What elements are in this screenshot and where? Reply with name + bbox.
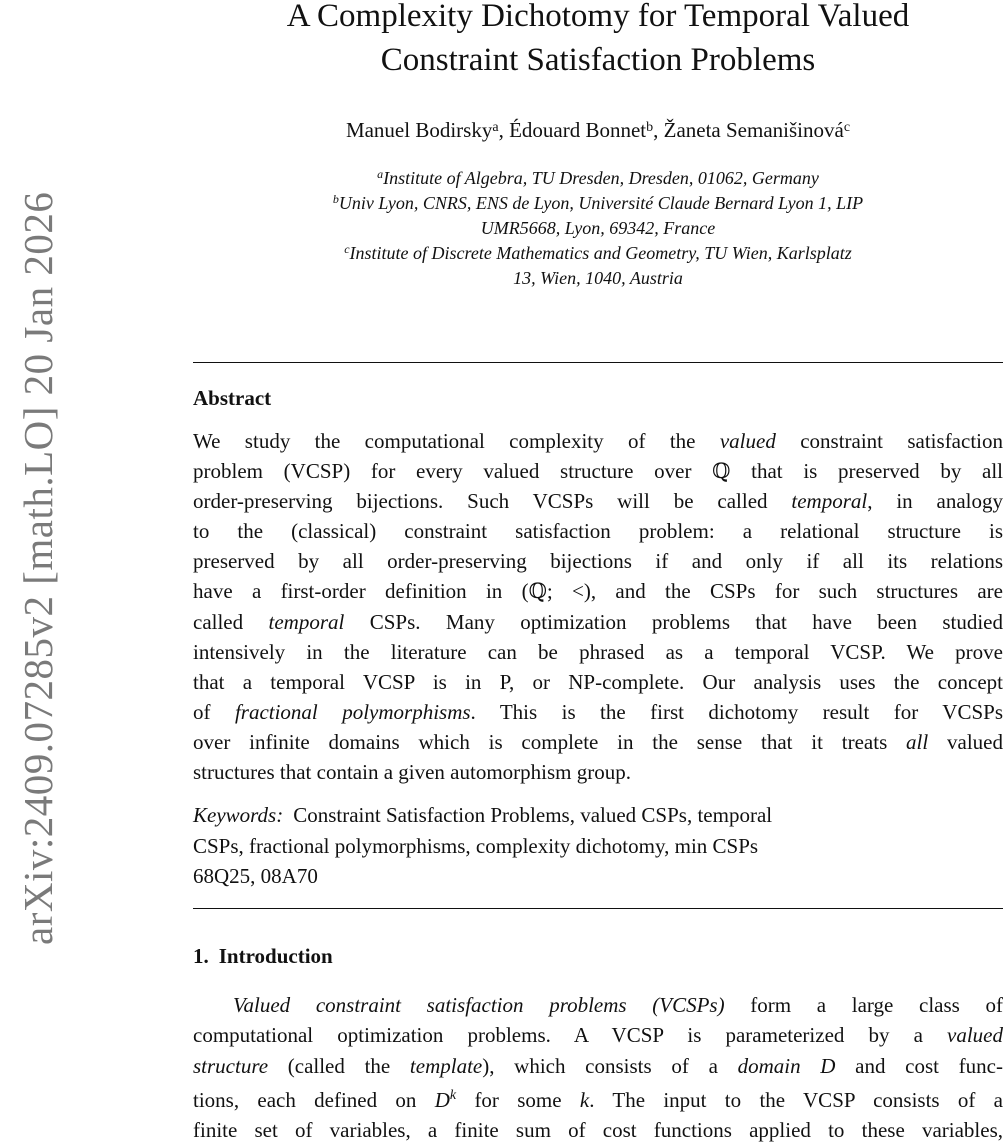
intro-line: Valued constraint satisfaction problems (VCSPs) form a large class of [233,993,1004,1017]
paper-title [193,0,1003,82]
keywords-line: Keywords: Constraint Satisfaction Problems, valued CSPs, temporal [193,803,773,827]
affiliation-c-cont: 13, Wien, 1040, Austria [513,268,683,288]
intro-line: structure (called the template), which consists of a domain D and cost func- [193,1053,1003,1078]
msc-codes: 68Q25, 08A70 [193,864,318,888]
arxiv-identifier: arXiv:2409.07285v2 [math.LO] 20 Jan 2026 [15,191,61,945]
author-bonnet: Édouard Bonnet [509,118,647,142]
abstract-line: that a temporal VCSP is in P, or NP-complete. Our analysis uses the concept [193,669,1003,694]
section-heading-introduction [193,942,333,970]
abstract-line: structures that contain a given automorphism group. [193,760,631,785]
intro-line: computational optimization problems. A VCSP is parameterized by a valued [193,1023,1003,1048]
intro-line: tions, each defined on $D^k$ for some k. The input to the VCSP consists of a [193,1087,1003,1112]
intro-line: finite set of variables, a finite sum of cost functions applied to these variables, [193,1118,1003,1143]
keywords-line: CSPs, fractional polymorphisms, complexity dichotomy, min CSPs [193,833,759,858]
affiliation-mark: b [646,120,654,135]
abstract-line: called temporal CSPs. Many optimization problems that have been studied [193,609,1003,634]
section-title: Introduction [218,944,333,968]
keywords-block [193,800,1003,892]
arxiv-sidebar [0,0,60,1138]
abstract-line: have a first-order definition in (ℚ; <), and the CSPs for such structures are [193,579,1003,604]
affiliation-mark: a [492,120,499,135]
affiliation-mark: c [843,120,851,135]
abstract-line: of fractional polymorphisms. This is the first dichotomy result for VCSPs [193,699,1004,724]
affiliation-list [193,166,1003,291]
affiliation-mark: b [332,192,339,206]
abstract-line: intensively in the literature can be phrased as a temporal VCSP. We prove [193,639,1003,664]
affiliation-b: $^b$Univ Lyon, CNRS, ENS de Lyon, Université Claude Bernard Lyon 1, LIP [332,192,864,213]
author-separator: , [498,118,510,142]
affiliation-a: $^a$Institute of Algebra, TU Dresden, Dresden, 01062, Germany [377,167,819,188]
author-semanisinova: Žaneta Semanišinová [663,118,844,142]
abstract-line: order-preserving bijections. Such VCSPs will be called temporal, in analogy [193,489,1003,514]
author-bodirsky: Manuel Bodirsky [345,118,493,142]
affiliation-mark: a [377,167,384,181]
title-line-2: Constraint Satisfaction Problems [380,42,816,78]
abstract-line: over infinite domains which is complete in the sense that it treats all valued [193,729,1003,754]
section-number: 1. [193,944,209,968]
abstract-bottom-rule [193,908,1003,909]
author-separator: , [653,118,664,142]
abstract-line: We study the computational complexity of the valued constraint satisfaction [193,429,1003,453]
title-line-1: A Complexity Dichotomy for Temporal Valued [286,0,910,34]
affiliation-b-cont: UMR5668, Lyon, 69342, France [480,218,716,238]
abstract-top-rule [193,362,1003,363]
abstract-line: preserved by all order-preserving bijections if and only if all its relations [193,549,1003,574]
paper-page [193,0,1004,1143]
affiliation-c: $^c$Institute of Discrete Mathematics and Geometry, TU Wien, Karlsplatz [344,242,852,263]
keywords-label: Keywords: [193,803,284,827]
abstract-heading: Abstract [193,386,272,410]
abstract-line: to the (classical) constraint satisfaction problem: a relational structure is [193,519,1003,544]
abstract-line: problem (VCSP) for every valued structure over ℚ that is preserved by all [193,459,1003,484]
abstract-text [193,426,1003,787]
author-list [193,116,1003,144]
affiliation-mark: c [344,242,350,256]
introduction-text [193,990,1003,1145]
